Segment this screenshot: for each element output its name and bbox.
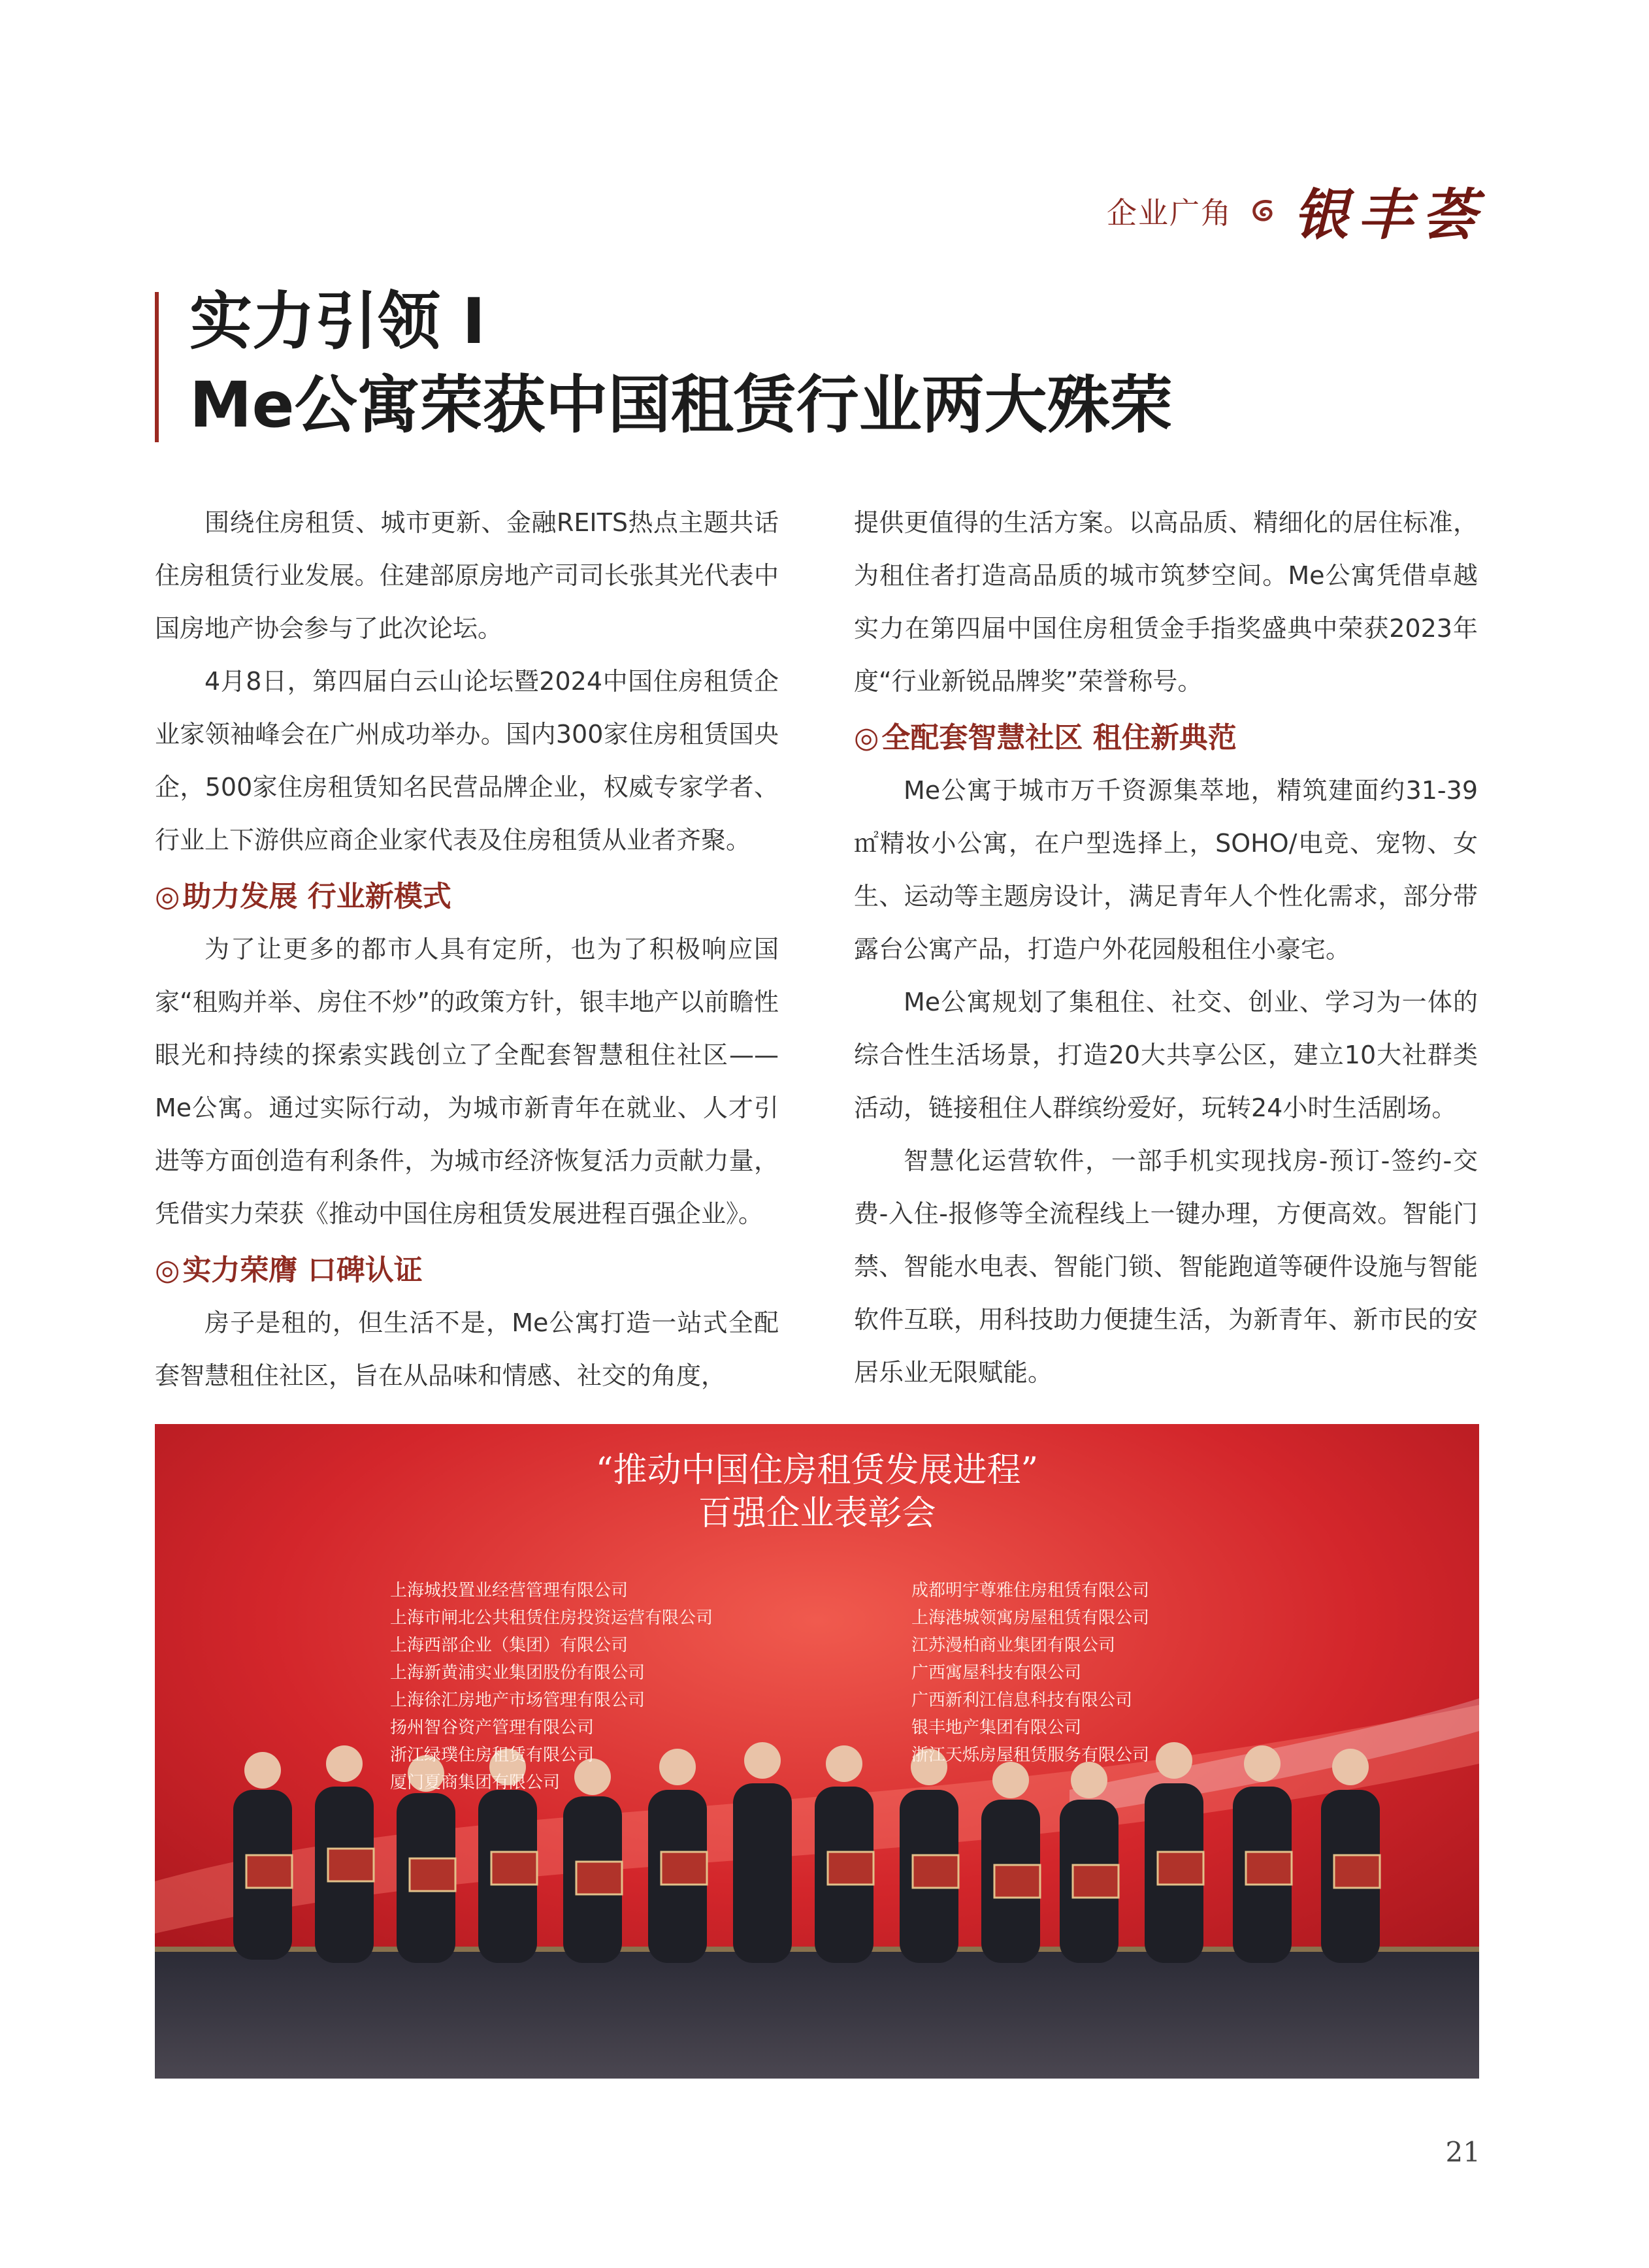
title-line-1: 实力引领 I bbox=[189, 285, 486, 358]
paragraph: 为了让更多的都市人具有定所，也为了积极响应国家“租购并举、房住不炒”的政策方针，银丰地产以前瞻性眼光和持续的探索实践创立了全配套智慧租住社区——Me公寓。通过实际行动，为城市新青年在就业、人才引进等方面创造有利条件，为城市经济恢复活力贡献力量，凭借实力荣获《推动中国住房租赁发展进程百强企业》。 bbox=[155, 935, 779, 1228]
company-name: 上海新黄浦实业集团股份有限公司 bbox=[390, 1663, 645, 1683]
company-name: 厦门夏商集团有限公司 bbox=[390, 1773, 561, 1792]
article-title bbox=[189, 280, 1173, 447]
right-column bbox=[854, 496, 1478, 1399]
paragraph: Me公寓于城市万千资源集萃地，精筑建面约31-39㎡精妆小公寓，在户型选择上，SOHO/电竞、宠物、女生、运动等主题房设计，满足青年人个性化需求，部分带露台公寓产品，打造户外花园般租住小豪宅。 bbox=[854, 776, 1478, 964]
company-name: 浙江天烁房屋租赁服务有限公司 bbox=[911, 1745, 1150, 1765]
company-name: 上海市闸北公共租赁住房投资运营有限公司 bbox=[390, 1608, 713, 1628]
company-list-left bbox=[390, 1577, 713, 1796]
company-name: 广西寓屋科技有限公司 bbox=[911, 1663, 1082, 1683]
circle-bullet-icon: ◎ bbox=[155, 1254, 180, 1287]
section-heading-text: 助力发展 行业新模式 bbox=[182, 880, 451, 913]
paragraph: Me公寓规划了集租住、社交、创业、学习为一体的综合性生活场景，打造20大共享公区，建立10大社群类活动，链接租住人群缤纷爱好，玩转24小时生活剧场。 bbox=[854, 988, 1478, 1122]
section-heading bbox=[155, 871, 779, 923]
section-name: 企业广角 bbox=[1106, 195, 1232, 231]
section-heading-text: 实力荣膺 口碑认证 bbox=[182, 1254, 423, 1287]
circle-bullet-icon: ◎ bbox=[854, 721, 879, 754]
company-name: 扬州智谷资产管理有限公司 bbox=[390, 1718, 595, 1738]
paragraph: 房子是租的，但生活不是，Me公寓打造一站式全配套智慧租住社区，旨在从品味和情感、社交的角度， bbox=[155, 1308, 779, 1390]
banner-subtitle: 百强企业表彰会 bbox=[698, 1494, 936, 1533]
company-name: 江苏漫柏商业集团有限公司 bbox=[911, 1636, 1116, 1655]
company-name: 上海西部企业（集团）有限公司 bbox=[390, 1636, 629, 1655]
section-heading bbox=[155, 1244, 779, 1297]
page-number: 21 bbox=[1445, 2136, 1480, 2168]
company-name: 上海徐汇房地产市场管理有限公司 bbox=[390, 1691, 645, 1710]
company-name: 广西新利江信息科技有限公司 bbox=[911, 1691, 1133, 1710]
page-header bbox=[1107, 171, 1486, 250]
company-list-right bbox=[911, 1577, 1149, 1769]
award-ceremony-photo bbox=[155, 1424, 1479, 2079]
brand-logo-text: 银丰荟 bbox=[1293, 182, 1486, 247]
paragraph: 4月8日，第四届白云山论坛暨2024中国住房租赁企业家领袖峰会在广州成功举办。国内300家住房租赁国央企，500家住房租赁知名民营品牌企业，权威专家学者、行业上下游供应商企业家代表及住房租赁从业者齐聚。 bbox=[155, 667, 779, 854]
section-heading-text: 全配套智慧社区 租住新典范 bbox=[881, 721, 1237, 754]
section-heading bbox=[854, 712, 1478, 764]
title-accent-bar bbox=[155, 292, 159, 442]
paragraph: 围绕住房租赁、城市更新、金融REITS热点主题共话住房租赁行业发展。住建部原房地产司司长张其光代表中国房地产协会参与了此次论坛。 bbox=[155, 508, 779, 643]
company-name: 浙江绿璞住房租赁有限公司 bbox=[390, 1745, 595, 1765]
company-name: 银丰地产集团有限公司 bbox=[911, 1718, 1082, 1738]
circle-bullet-icon: ◎ bbox=[155, 880, 180, 913]
company-name: 上海港城领寓房屋租赁有限公司 bbox=[911, 1608, 1150, 1628]
title-line-2: Me公寓荣获中国租赁行业两大殊荣 bbox=[189, 368, 1173, 442]
paragraph: 智慧化运营软件，一部手机实现找房-预订-签约-交费-入住-报修等全流程线上一键办理，方便高效。智能门禁、智能水电表、智能门锁、智能跑道等硬件设施与智能软件互联，用科技助力便捷生活，为新青年、新市民的安居乐业无限赋能。 bbox=[854, 1146, 1478, 1387]
swirl-icon bbox=[1248, 196, 1278, 226]
left-column bbox=[155, 496, 779, 1402]
company-name: 上海城投置业经营管理有限公司 bbox=[390, 1581, 629, 1600]
banner-title: “推动中国住房租赁发展进程” bbox=[595, 1451, 1039, 1490]
company-name: 成都明宇尊雅住房租赁有限公司 bbox=[911, 1581, 1150, 1600]
paragraph-continued: 提供更值得的生活方案。以高品质、精细化的居住标准，为租住者打造高品质的城市筑梦空间。Me公寓凭借卓越实力在第四届中国住房租赁金手指奖盛典中荣获2023年度“行业新锐品牌奖”荣誉称号。 bbox=[854, 508, 1478, 696]
